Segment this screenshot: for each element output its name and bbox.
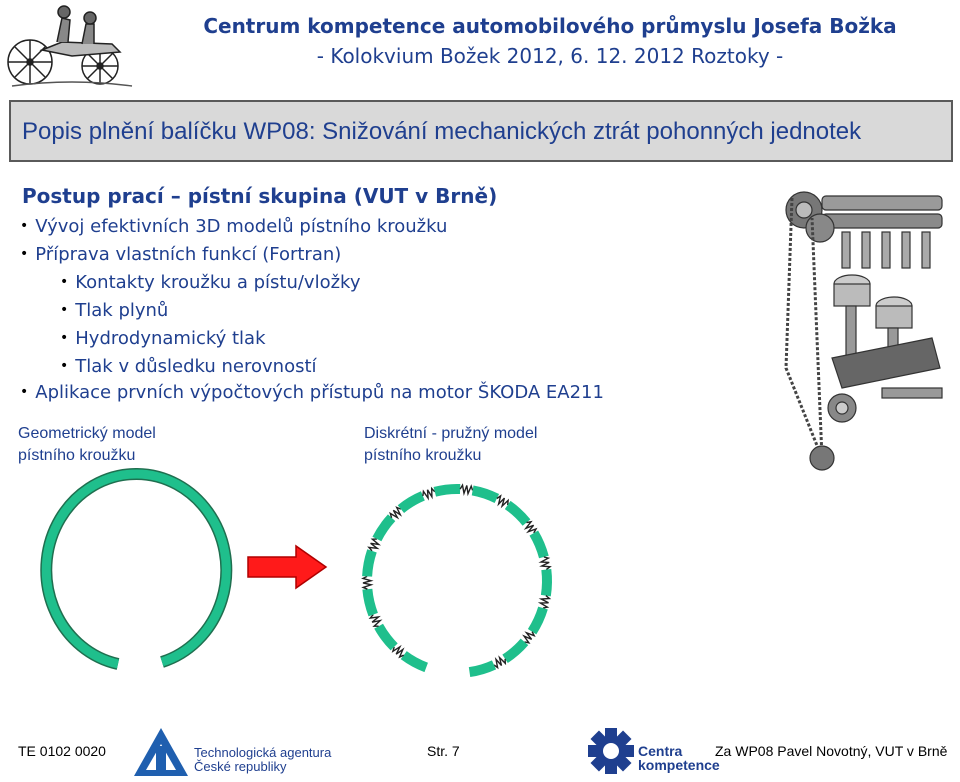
ring-spring bbox=[393, 647, 404, 657]
footer-project-code: TE 0102 0020 bbox=[18, 743, 106, 759]
ring-segment bbox=[377, 518, 392, 539]
ring-spring bbox=[423, 489, 435, 499]
vintage-car-logo bbox=[2, 0, 142, 92]
ring-spring bbox=[524, 632, 534, 643]
centra-line: kompetence bbox=[638, 757, 720, 773]
engine-illustration bbox=[782, 188, 952, 480]
bullet-item: • Příprava vlastních funkcí (Fortran) bbox=[20, 244, 341, 265]
ring-spring bbox=[369, 539, 379, 551]
ring-spring bbox=[526, 522, 536, 533]
caption-line: Diskrétní - pružný model bbox=[364, 425, 538, 442]
agency-line: Technologická agentura bbox=[194, 745, 332, 760]
caption-line: pístního kroužku bbox=[18, 447, 136, 464]
ring-spring bbox=[540, 596, 549, 609]
header-subtitle: - Kolokvium Božek 2012, 6. 12. 2012 Roztoky - bbox=[316, 44, 784, 68]
caption-line: pístního kroužku bbox=[364, 447, 482, 464]
sub-bullet-item: • Hydrodynamický tlak bbox=[60, 328, 266, 349]
ring-segment bbox=[435, 489, 460, 492]
sub-bullet-item: • Kontakty kroužku a pístu/vložky bbox=[60, 272, 360, 293]
ring-spring bbox=[363, 576, 371, 589]
ring-spring bbox=[494, 658, 505, 668]
ring-spring bbox=[497, 496, 508, 506]
caption-geometric-model bbox=[18, 423, 156, 467]
header-title: Centrum kompetence automobilového průmyslu Josefa Božka bbox=[203, 14, 897, 38]
ring-spring bbox=[390, 507, 401, 517]
caption-line: Geometrický model bbox=[18, 425, 156, 442]
footer-author: Za WP08 Pavel Novotný, VUT v Brně bbox=[715, 743, 948, 759]
ring-spring bbox=[370, 615, 380, 627]
slide-title: Popis plnění balíčku WP08: Snižování mechanických ztrát pohonných jednotek bbox=[22, 118, 862, 145]
agency-line: České republiky bbox=[194, 759, 287, 774]
ring-segment bbox=[404, 655, 426, 667]
caption-discrete-model bbox=[364, 423, 537, 467]
geometric-ring-diagram bbox=[22, 468, 242, 688]
ring-segment bbox=[505, 642, 524, 659]
ring-segment bbox=[546, 570, 547, 596]
bullet-item: • Vývoj efektivních 3D modelů pístního kroužku bbox=[20, 216, 447, 237]
ring-segment bbox=[401, 496, 423, 509]
sub-bullet-item: • Tlak v důsledku nerovností bbox=[60, 356, 317, 377]
tacr-logo-text bbox=[194, 746, 331, 774]
ring-segment bbox=[508, 505, 527, 523]
section-heading: Postup prací – pístní skupina (VUT v Brně) bbox=[22, 184, 498, 208]
ring-segment bbox=[534, 533, 544, 557]
ring-spring bbox=[541, 557, 550, 570]
centra-kompetence-text bbox=[638, 744, 720, 772]
transform-arrow-icon bbox=[246, 544, 328, 590]
ring-segment bbox=[473, 490, 497, 498]
ring-spring bbox=[460, 485, 473, 494]
ring-segment bbox=[532, 608, 543, 632]
discrete-ring-diagram bbox=[352, 476, 562, 686]
ring-segment bbox=[367, 589, 373, 614]
centra-line: Centra bbox=[638, 743, 683, 759]
tacr-logo-icon bbox=[132, 726, 190, 778]
bullet-item: • Aplikace prvních výpočtových přístupů na motor ŠKODA EA211 bbox=[20, 382, 604, 403]
ring-segment bbox=[470, 665, 494, 672]
centra-kompetence-logo-icon bbox=[586, 726, 636, 776]
ring-segment bbox=[367, 551, 372, 577]
sub-bullet-item: • Tlak plynů bbox=[60, 300, 168, 321]
page-number: Str. 7 bbox=[427, 743, 460, 759]
ring-segment bbox=[379, 626, 395, 647]
